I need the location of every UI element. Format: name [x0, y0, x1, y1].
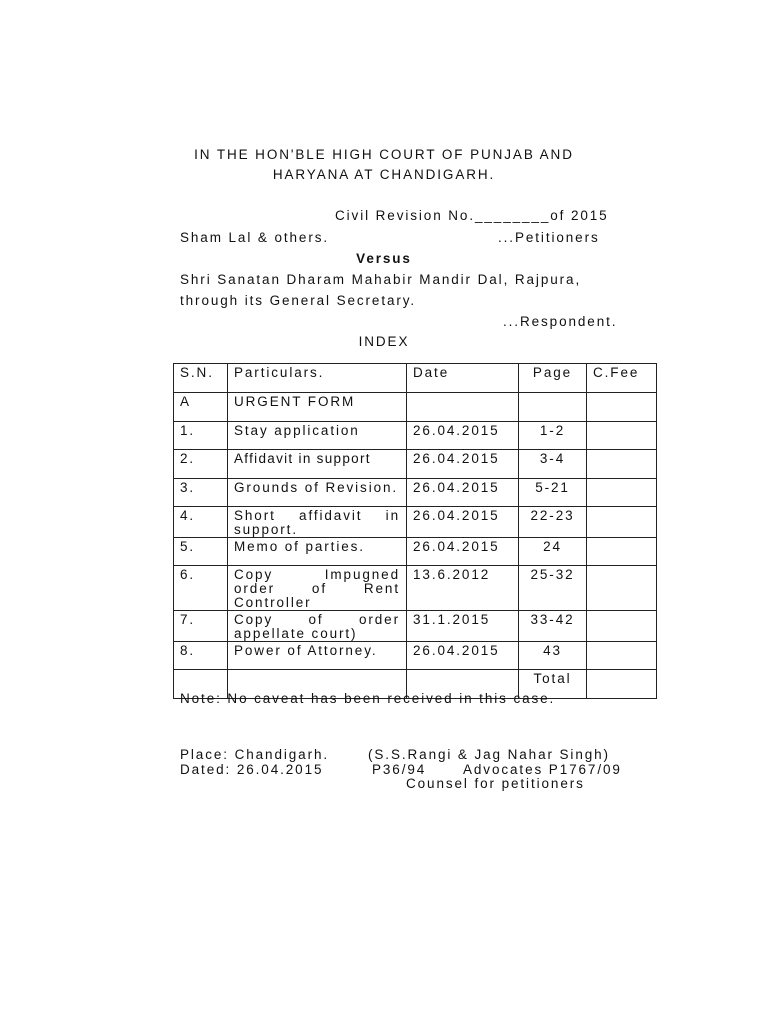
row-particulars: Memo of parties.: [228, 538, 407, 566]
row-sn: A: [174, 393, 228, 422]
header-page: Page: [519, 364, 587, 393]
table-row: [174, 393, 657, 422]
table-header-row: [174, 364, 657, 393]
table-row: [174, 479, 657, 507]
row-sn: 7.: [174, 611, 228, 642]
case-number: Civil Revision No.________of 2015: [335, 208, 609, 223]
row-particulars: Copy Impugned order of Rent Controller: [228, 566, 407, 611]
header-sn: S.N.: [174, 364, 228, 393]
petitioner-role: ...Petitioners: [498, 230, 600, 245]
row-date: 13.6.2012: [407, 566, 519, 611]
row-page-total: Total: [519, 670, 587, 699]
row-date: 26.04.2015: [407, 538, 519, 566]
row-sn: 3.: [174, 479, 228, 507]
row-cfee: [587, 566, 657, 611]
footer-advocates: Advocates P1767/09: [463, 762, 622, 777]
row-date: 26.04.2015: [407, 507, 519, 538]
row-cfee: [587, 507, 657, 538]
row-page: 22-23: [519, 507, 587, 538]
table-row: [174, 611, 657, 642]
row-sn: 5.: [174, 538, 228, 566]
index-table: [173, 363, 657, 699]
row-cfee: [587, 611, 657, 642]
row-particulars: Short affidavit in support.: [228, 507, 407, 538]
row-page: 24: [519, 538, 587, 566]
row-page: 33-42: [519, 611, 587, 642]
row-particulars: Affidavit in support: [228, 450, 407, 479]
row-date: [407, 393, 519, 422]
index-title: INDEX: [358, 334, 410, 349]
caveat-note: Note: No caveat has been received in this case.: [180, 691, 556, 706]
row-date: 26.04.2015: [407, 479, 519, 507]
petitioner-name: Sham Lal & others.: [180, 230, 330, 245]
row-cfee: [587, 393, 657, 422]
court-heading-line2: HARYANA AT CHANDIGARH.: [272, 167, 496, 182]
row-particulars: Grounds of Revision.: [228, 479, 407, 507]
footer-dated: Dated: 26.04.2015: [180, 762, 324, 777]
header-particulars: Particulars.: [228, 364, 407, 393]
row-date: 26.04.2015: [407, 450, 519, 479]
table-row: [174, 422, 657, 450]
row-sn: 1.: [174, 422, 228, 450]
row-particulars: Power of Attorney.: [228, 642, 407, 670]
table-row: [174, 507, 657, 538]
header-date: Date: [407, 364, 519, 393]
row-cfee: [587, 479, 657, 507]
row-sn: 8.: [174, 642, 228, 670]
footer-counsel-for: Counsel for petitioners: [406, 776, 585, 791]
row-sn: 6.: [174, 566, 228, 611]
row-date: 26.04.2015: [407, 642, 519, 670]
row-particulars: Stay application: [228, 422, 407, 450]
row-cfee: [587, 450, 657, 479]
row-cfee: [587, 538, 657, 566]
row-page: 1-2: [519, 422, 587, 450]
row-date: 31.1.2015: [407, 611, 519, 642]
footer-enrolment: P36/94: [372, 762, 427, 777]
court-heading-line1: IN THE HON'BLE HIGH COURT OF PUNJAB AND: [194, 147, 574, 162]
row-cfee: [587, 642, 657, 670]
row-sn: 4.: [174, 507, 228, 538]
row-particulars: Copy of order appellate court): [228, 611, 407, 642]
row-page: 3-4: [519, 450, 587, 479]
table-row: [174, 566, 657, 611]
respondent-line1: Shri Sanatan Dharam Mahabir Mandir Dal, Rajpura,: [180, 272, 582, 287]
table-row: [174, 450, 657, 479]
row-page: 5-21: [519, 479, 587, 507]
row-particulars: URGENT FORM: [228, 393, 407, 422]
row-page: [519, 393, 587, 422]
row-date: 26.04.2015: [407, 422, 519, 450]
table-row: [174, 642, 657, 670]
footer-place: Place: Chandigarh.: [180, 747, 330, 762]
footer-counsel-names: (S.S.Rangi & Jag Nahar Singh): [368, 747, 610, 762]
respondent-line2: through its General Secretary.: [180, 293, 417, 308]
versus-label: Versus: [356, 251, 412, 266]
row-cfee: [587, 670, 657, 699]
respondent-role: ...Respondent.: [503, 314, 618, 329]
row-sn: 2.: [174, 450, 228, 479]
table-row: [174, 538, 657, 566]
row-cfee: [587, 422, 657, 450]
row-page: 25-32: [519, 566, 587, 611]
header-cfee: C.Fee: [587, 364, 657, 393]
row-page: 43: [519, 642, 587, 670]
